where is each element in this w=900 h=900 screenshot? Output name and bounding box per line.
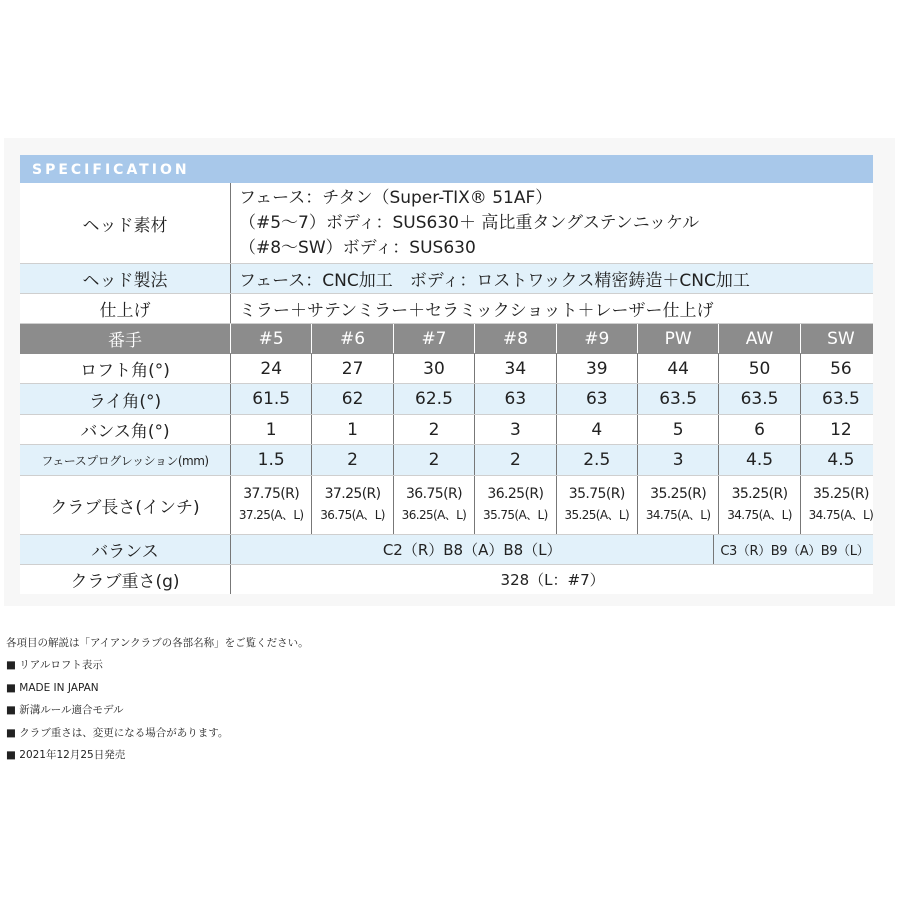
progression-cell: 4.5	[800, 445, 881, 475]
progression-cell: 2	[393, 445, 474, 475]
number-cell: SW	[800, 324, 881, 353]
label-bounce: バンス角(°)	[80, 422, 170, 442]
notes-list	[6, 632, 309, 766]
label-lie: ライ角(°)	[88, 391, 162, 412]
lie-cell: 61.5	[230, 384, 311, 414]
head-method-value: フェース：CNC加工 ボディ：ロストワックス精密鋳造＋CNC加工	[230, 264, 873, 293]
finish-value: ミラー＋サテンミラー＋セラミックショット＋レーザー仕上げ	[230, 294, 873, 323]
lie-cell: 63.5	[637, 384, 718, 414]
note-item: ■ MADE IN JAPAN	[6, 681, 99, 694]
length-cell: 35.25(R) 34.75(A、L)	[637, 476, 718, 534]
number-cell: #5	[230, 324, 311, 353]
row-bounce	[20, 415, 873, 445]
number-cell: AW	[718, 324, 799, 353]
length-cell: 35.25(R) 34.75(A、L)	[800, 476, 881, 534]
label-number: 番手	[108, 331, 142, 351]
label-balance: バランス	[91, 542, 159, 562]
loft-cell: 56	[800, 354, 881, 383]
row-length	[20, 476, 873, 535]
weight-value: 328（L：#7）	[230, 565, 874, 594]
label-finish: 仕上げ	[99, 301, 151, 321]
length-cell: 35.25(R) 34.75(A、L)	[718, 476, 799, 534]
row-lie	[20, 384, 873, 415]
label-weight: クラブ重さ(g)	[70, 572, 180, 592]
progression-cell: 3	[637, 445, 718, 475]
progression-cell: 4.5	[718, 445, 799, 475]
lie-cell: 63.5	[718, 384, 799, 414]
length-cell: 37.75(R) 37.25(A、L)	[230, 476, 311, 534]
note-item: 各項目の解説は「アイアンクラブの各部名称」をご覧ください。	[6, 637, 309, 649]
bounce-cell: 5	[637, 415, 718, 444]
note-item: ■ クラブ重さは、変更になる場合があります。	[6, 726, 229, 739]
loft-cell: 30	[393, 354, 474, 383]
bounce-cell: 1	[230, 415, 311, 444]
length-cell: 35.75(R) 35.25(A、L)	[556, 476, 637, 534]
row-loft	[20, 354, 873, 384]
row-balance	[20, 535, 873, 565]
head-material-line-3: （#8〜SW）ボディ：SUS630	[239, 237, 476, 258]
progression-cell: 1.5	[230, 445, 311, 475]
loft-cell: 44	[637, 354, 718, 383]
number-cell: #9	[556, 324, 637, 353]
note-item: ■ リアルロフト表示	[6, 659, 103, 672]
lie-cell: 62	[311, 384, 392, 414]
row-weight	[20, 565, 873, 594]
bounce-cell: 1	[311, 415, 392, 444]
number-cell: #7	[393, 324, 474, 353]
length-cell: 36.75(R) 36.25(A、L)	[393, 476, 474, 534]
progression-cell: 2	[311, 445, 392, 475]
length-cell: 36.25(R) 35.75(A、L)	[474, 476, 555, 534]
row-head-material	[20, 183, 873, 264]
label-progression: フェースプログレッション(mm)	[41, 453, 209, 468]
spec-header: SPECIFICATION	[20, 155, 873, 183]
row-progression	[20, 445, 873, 476]
label-head-material: ヘッド素材	[82, 215, 168, 236]
progression-cell: 2.5	[556, 445, 637, 475]
bounce-cell: 3	[474, 415, 555, 444]
bounce-cell: 6	[718, 415, 799, 444]
loft-cell: 24	[230, 354, 311, 383]
spec-table	[20, 155, 873, 594]
balance-value-left: C2（R）B8（A）B8（L）	[230, 535, 713, 564]
loft-cell: 50	[718, 354, 799, 383]
note-item: ■ 2021年12月25日発売	[6, 748, 126, 761]
row-number	[20, 324, 873, 354]
number-cell: #8	[474, 324, 555, 353]
label-length: クラブ長さ(インチ)	[50, 497, 200, 518]
lie-cell: 63.5	[800, 384, 881, 414]
bounce-cell: 2	[393, 415, 474, 444]
bounce-cell: 4	[556, 415, 637, 444]
loft-cell: 27	[311, 354, 392, 383]
balance-value-right: C3（R）B9（A）B9（L）	[713, 535, 875, 564]
loft-cell: 39	[556, 354, 637, 383]
bounce-cell: 12	[800, 415, 881, 444]
number-cell: PW	[637, 324, 718, 353]
lie-cell: 63	[474, 384, 555, 414]
length-cell: 37.25(R) 36.75(A、L)	[311, 476, 392, 534]
head-material-line-2: （#5〜7）ボディ：SUS630＋ 高比重タングステンニッケル	[239, 212, 700, 233]
note-item: ■ 新溝ルール適合モデル	[6, 704, 124, 717]
lie-cell: 63	[556, 384, 637, 414]
label-head-method: ヘッド製法	[82, 271, 168, 291]
loft-cell: 34	[474, 354, 555, 383]
lie-cell: 62.5	[393, 384, 474, 414]
head-material-line-1: フェース：チタン（Super-TIX® 51AF）	[239, 187, 553, 208]
label-loft: ロフト角(°)	[80, 361, 170, 381]
row-finish	[20, 294, 873, 324]
number-cell: #6	[311, 324, 392, 353]
progression-cell: 2	[474, 445, 555, 475]
row-head-method	[20, 264, 873, 294]
